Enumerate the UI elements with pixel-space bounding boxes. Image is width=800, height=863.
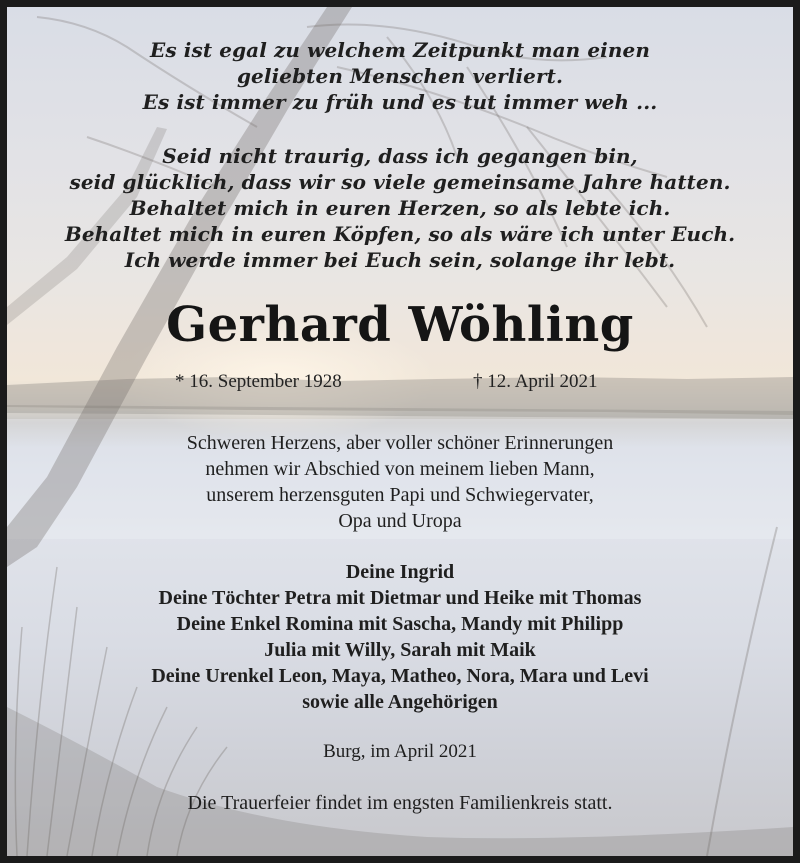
poem-line: Es ist egal zu welchem Zeitpunkt man einen [150, 38, 650, 62]
funeral-note: Die Trauerfeier findet im engsten Familienkreis statt. [187, 792, 613, 814]
family-line: Deine Töchter Petra mit Dietmar und Heike mit Thomas [158, 587, 642, 609]
poem-line: Es ist immer zu früh und es tut immer weh ... [142, 90, 658, 114]
family-line: Deine Enkel Romina mit Sascha, Mandy mit Philipp [176, 613, 624, 635]
family-line: Deine Ingrid [345, 561, 455, 583]
poem-line: Seid nicht traurig, dass ich gegangen bin, [162, 144, 638, 168]
message-line: Schweren Herzens, aber voller schöner Erinnerungen [186, 432, 614, 454]
poem-line: Ich werde immer bei Euch sein, solange ihr lebt. [124, 248, 676, 272]
family-line: sowie alle Angehörigen [302, 691, 498, 713]
birth-date: * 16. September 1928 [175, 371, 342, 392]
message-line: nehmen wir Abschied von meinem lieben Mann, [205, 458, 595, 480]
deceased-name: Gerhard Wöhling [166, 297, 634, 353]
death-date: † 12. April 2021 [473, 371, 598, 392]
place-and-date: Burg, im April 2021 [323, 741, 477, 762]
message-line: Opa und Uropa [338, 510, 462, 532]
message-line: unserem herzensguten Papi und Schwiegervater, [206, 484, 594, 506]
family-line: Deine Urenkel Leon, Maya, Matheo, Nora, Mara und Levi [151, 665, 649, 687]
poem-line: geliebten Menschen verliert. [236, 64, 564, 88]
poem-line: Behaltet mich in euren Herzen, so als lebte ich. [129, 196, 671, 220]
poem-line: seid glücklich, dass wir so viele gemeinsame Jahre hatten. [69, 170, 731, 194]
obituary-content [7, 7, 793, 856]
family-line: Julia mit Willy, Sarah mit Maik [264, 639, 536, 661]
poem-line: Behaltet mich in euren Köpfen, so als wäre ich unter Euch. [64, 222, 736, 246]
